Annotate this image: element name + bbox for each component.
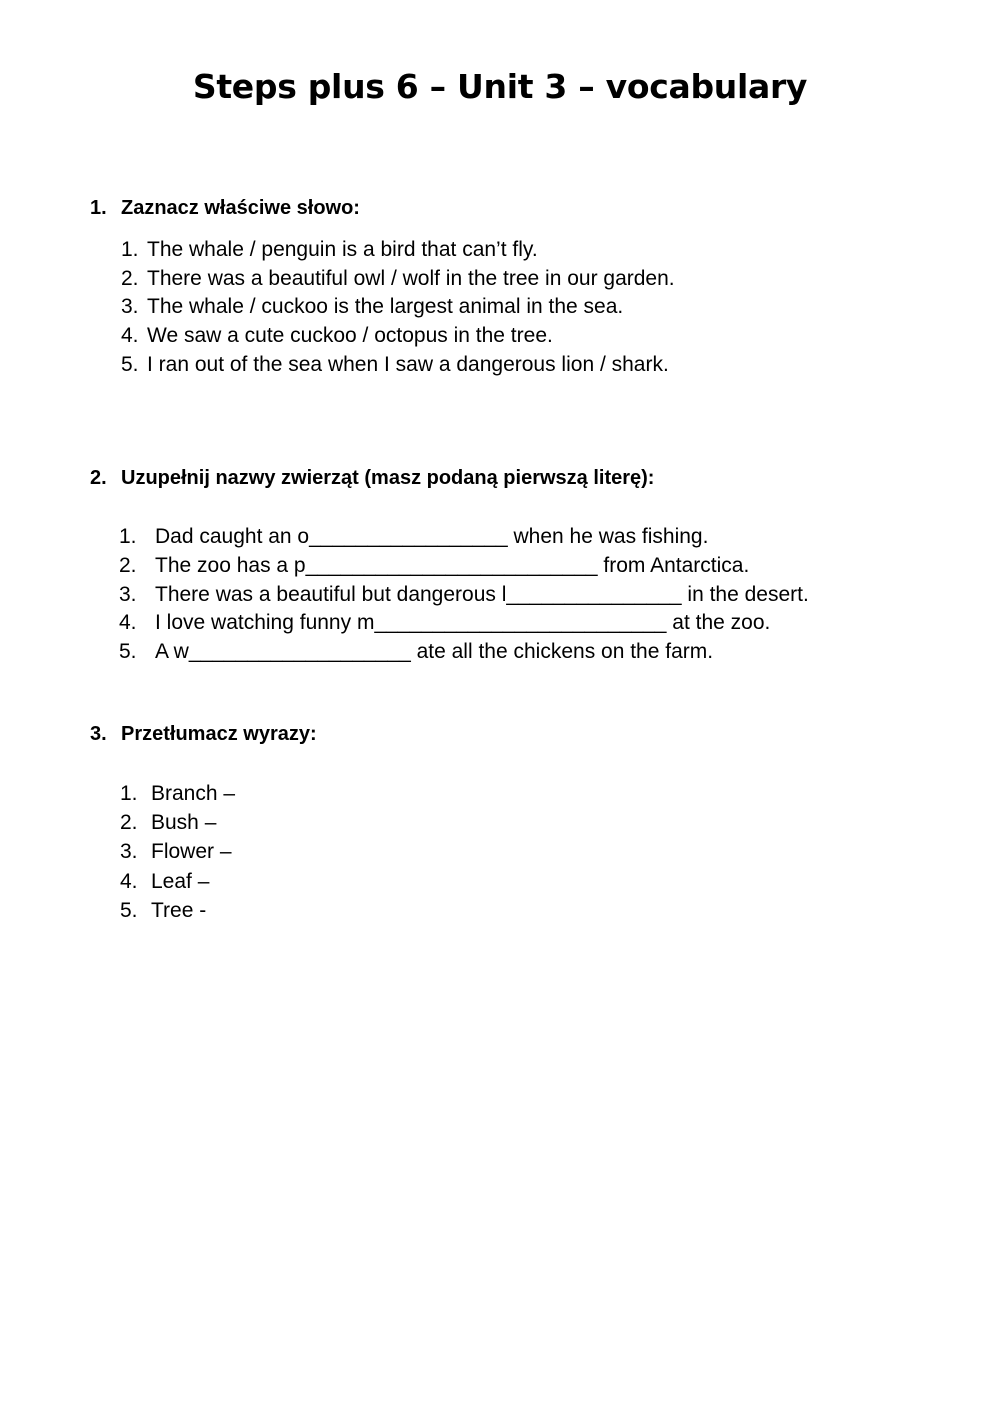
item-number: 4. [120, 869, 138, 893]
item-number: 2. [119, 553, 137, 577]
list-item [121, 265, 675, 294]
list-item [121, 351, 675, 380]
list-item [120, 896, 235, 925]
page-title: Steps plus 6 – Unit 3 – vocabulary [192, 67, 808, 106]
list-item [120, 779, 235, 808]
item-number: 5. [119, 640, 137, 664]
item-text: I ran out of the sea when I saw a dangerous lion / shark. [147, 352, 669, 376]
section-2-number: 2. [90, 467, 107, 489]
list-item [121, 236, 675, 265]
item-number: 3. [121, 295, 139, 319]
item-text: The zoo has a p_________________________ from Antarctica. [155, 553, 750, 577]
item-text: The whale / penguin is a bird that can’t fly. [147, 238, 538, 261]
item-text: A w___________________ ate all the chickens on the farm. [155, 640, 714, 664]
section-1-title: Zaznacz właściwe słowo: [121, 197, 360, 219]
item-text: The whale / cuckoo is the largest animal in the sea. [147, 295, 624, 319]
item-number: 2. [120, 811, 138, 835]
item-text: Tree - [151, 898, 207, 922]
list-item [119, 609, 809, 638]
section-2-heading [90, 465, 654, 491]
section-1-heading [90, 195, 360, 221]
item-number: 4. [121, 324, 139, 348]
list-item [120, 837, 235, 866]
item-text: I love watching funny m_________________________ at the zoo. [155, 611, 771, 635]
list-item [120, 867, 235, 896]
item-text: Leaf – [151, 869, 210, 893]
item-number: 5. [121, 352, 139, 376]
item-number: 2. [121, 266, 139, 290]
item-number: 1. [119, 525, 137, 548]
item-number: 1. [120, 782, 138, 805]
section-1-number: 1. [90, 197, 107, 219]
item-text: Branch – [151, 782, 236, 805]
section-2-list [119, 523, 809, 667]
item-number: 1. [121, 238, 139, 261]
section-3-list [120, 779, 235, 925]
list-item [119, 523, 809, 552]
section-2-title: Uzupełnij nazwy zwierząt (masz podaną pierwszą literę): [121, 467, 655, 489]
list-item [119, 581, 809, 610]
list-item [119, 638, 809, 667]
list-item [121, 322, 675, 351]
list-item [119, 552, 809, 581]
item-number: 3. [120, 840, 138, 864]
list-item [120, 808, 235, 837]
item-number: 4. [119, 611, 137, 635]
section-3-number: 3. [90, 723, 107, 745]
item-text: There was a beautiful but dangerous l_______________ in the desert. [155, 582, 809, 606]
section-3-title: Przetłumacz wyrazy: [121, 723, 317, 745]
section-3-heading [90, 721, 317, 747]
item-number: 3. [119, 582, 137, 606]
item-text: Flower – [151, 840, 232, 864]
item-text: There was a beautiful owl / wolf in the tree in our garden. [147, 266, 675, 290]
list-item [121, 293, 675, 322]
item-number: 5. [120, 898, 138, 922]
item-text: Bush – [151, 811, 217, 835]
item-text: Dad caught an o_________________ when he was fishing. [155, 525, 709, 548]
section-1-list [121, 236, 675, 379]
item-text: We saw a cute cuckoo / octopus in the tree. [147, 324, 553, 348]
